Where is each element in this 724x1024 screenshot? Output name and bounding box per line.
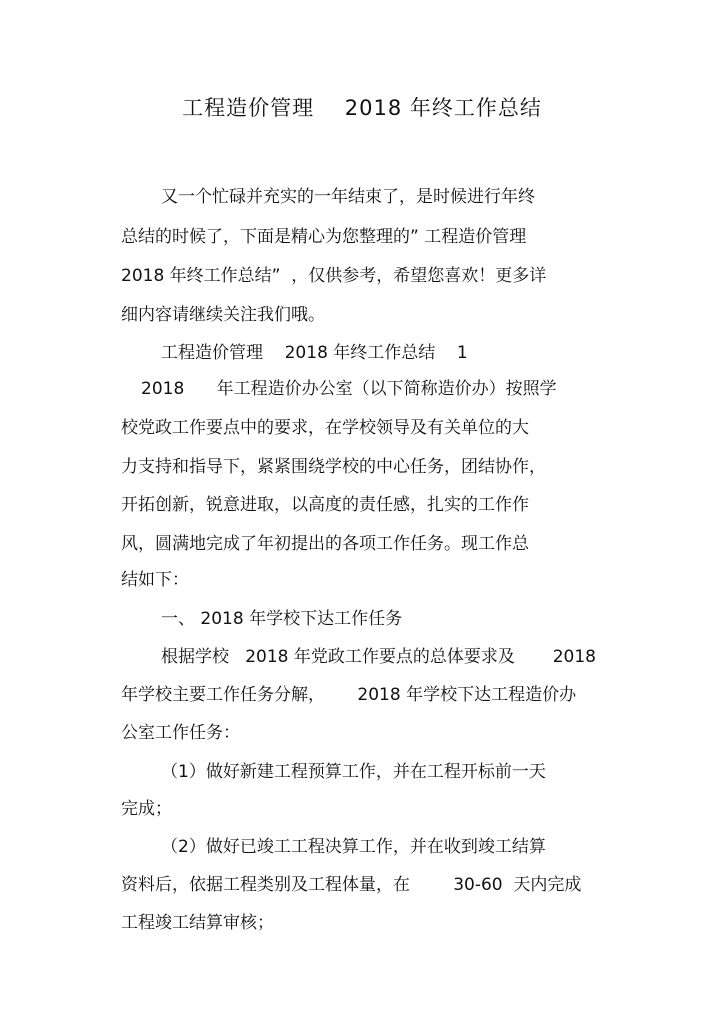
section-heading: 一、 2018 年学校下达工作任务 — [161, 609, 403, 629]
paragraph-line: 根据学校 2018 年党政工作要点的总体要求及 2018 — [161, 647, 596, 667]
list-item: （2）做好已竣工工程决算工作，并在收到竣工结算 — [161, 837, 546, 857]
document-title: 工程造价管理 2018 年终工作总结 — [182, 96, 542, 120]
paragraph-line: 年学校主要工作任务分解， 2018 年学校下达工程造价办 — [121, 685, 577, 705]
list-item-continued: 工程竣工结算审核； — [121, 913, 274, 933]
section-heading: 工程造价管理 2018 年终工作总结 1 — [161, 343, 468, 363]
list-item-continued: 资料后，依据工程类别及工程体量，在 30-60 天内完成 — [121, 875, 582, 895]
paragraph-line: 2018 年终工作总结” ，仅供参考，希望您喜欢！更多详 — [121, 266, 547, 286]
paragraph-line: 2018 年工程造价办公室（以下简称造价办）按照学 — [141, 379, 557, 399]
paragraph-line: 又一个忙碌并充实的一年结束了，是时候进行年终 — [161, 187, 535, 207]
paragraph-line: 校党政工作要点中的要求，在学校领导及有关单位的大 — [121, 418, 529, 438]
paragraph-line: 开拓创新，锐意进取，以高度的责任感，扎实的工作作 — [121, 495, 529, 515]
paragraph-line: 力支持和指导下，紧紧围绕学校的中心任务，团结协作， — [121, 457, 546, 477]
paragraph-line: 风，圆满地完成了年初提出的各项工作任务。现工作总 — [121, 534, 529, 554]
paragraph-line: 细内容请继续关注我们哦。 — [121, 305, 325, 325]
paragraph-line: 总结的时候了，下面是精心为您整理的” 工程造价管理 — [121, 227, 527, 247]
paragraph-line: 公室工作任务： — [121, 723, 240, 743]
list-item: （1）做好新建工程预算工作，并在工程开标前一天 — [161, 762, 546, 782]
paragraph-line: 结如下： — [121, 570, 189, 590]
list-item-continued: 完成； — [121, 799, 172, 819]
